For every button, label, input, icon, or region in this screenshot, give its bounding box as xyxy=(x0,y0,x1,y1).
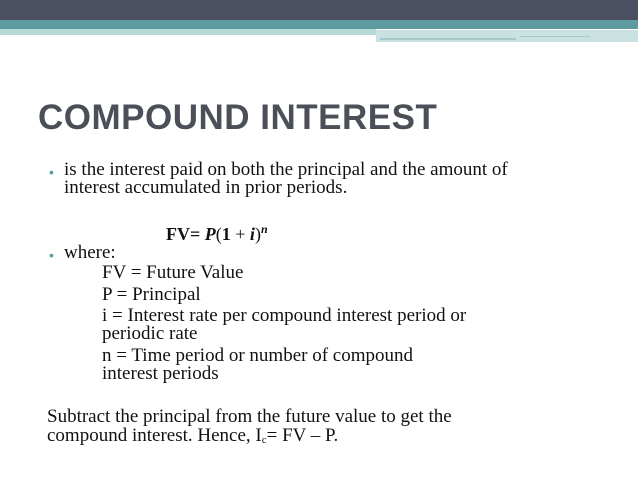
header-accent-line-short xyxy=(520,36,590,37)
header-band-dark xyxy=(0,0,638,20)
header-band-teal xyxy=(0,20,638,29)
where-label: where: xyxy=(64,242,116,263)
definition-line-2: interest accumulated in prior periods. xyxy=(64,177,348,198)
bullet-marker: • xyxy=(49,247,54,263)
formula-exponent: n xyxy=(260,222,268,236)
definition-line-1: is the interest paid on both the principal and the amount of xyxy=(64,159,508,180)
definition-n-line-2: interest periods xyxy=(102,363,219,384)
formula-lhs: FV= xyxy=(166,224,201,244)
bullet-marker: • xyxy=(49,164,54,180)
definition-fv: FV = Future Value xyxy=(102,262,244,283)
slide-title: COMPOUND INTEREST xyxy=(38,98,438,137)
conclusion-line-1: Subtract the principal from the future value to get the xyxy=(47,406,452,427)
header-accent-box xyxy=(376,29,638,42)
definition-n-line-1: n = Time period or number of compound xyxy=(102,345,413,366)
definition-i-line-2: periodic rate xyxy=(102,323,198,344)
conclusion-line-2-prefix: compound interest. Hence, I xyxy=(47,425,262,446)
definition-i-line-1: i = Interest rate per compound interest period or xyxy=(102,305,467,326)
formula xyxy=(166,218,268,245)
formula-plus: + xyxy=(230,224,250,244)
formula-open-paren: ( xyxy=(215,224,222,244)
formula-principal: P xyxy=(204,224,216,244)
conclusion-line-2-suffix: = FV – P. xyxy=(266,425,339,446)
header-accent-line xyxy=(380,38,516,40)
formula-rate: i xyxy=(249,224,255,244)
formula-one: 1 xyxy=(221,224,231,244)
definition-p: P = Principal xyxy=(102,284,201,305)
conclusion-line-2 xyxy=(47,425,338,451)
formula-close-paren: ) xyxy=(254,224,261,244)
conclusion-subscript-c: c xyxy=(261,434,267,446)
